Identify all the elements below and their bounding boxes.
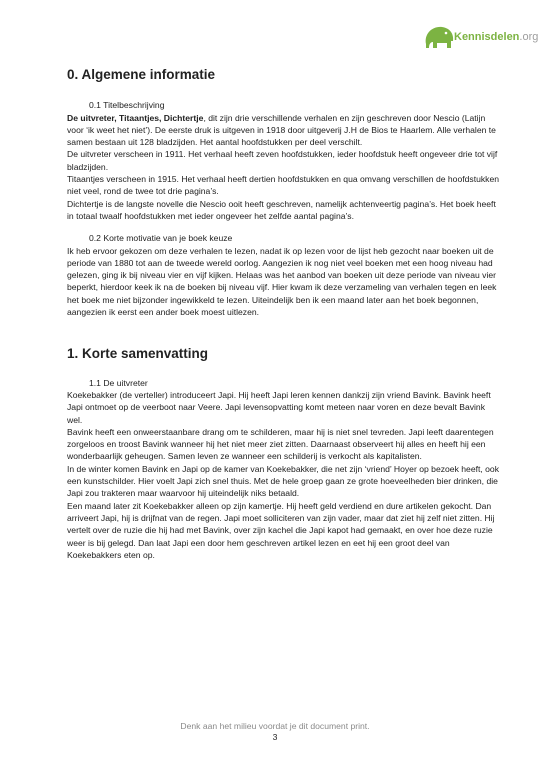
page-number: 3 [272,732,278,742]
paragraph-samenvatting-3: In de winter komen Bavink en Japi op de kamer van Koekebakker, die net zijn ‘vriend’ Hoyer op bezoek heeft, ook een kunstschilder. Hier voelt Japi zich snel thuis. Met de hele groep gaan ze grote hoeveelheden bier drinken, die Japi zou trakteren maar waarvoor hij uiteindelijk niks betaald. [67,463,500,499]
book-titles: De uitvreter, Titaantjes, Dichtertje [67,112,204,123]
site-logo [420,22,539,52]
heading-korte-samenvatting: 1. Korte samenvatting [67,346,209,362]
paragraph-samenvatting-4: Een maand later zit Koekebakker alleen op zijn kamertje. Hij heeft geld verdiend en dure artikelen gekocht. Dan arriveert Japi, hij is drijfnat van de regen. Japi moet solliciteren van zijn vader, maar dat ziet hij zelf niet zitten. Hij vertelt over de ruzie die hij had met Bavink, over zijn kachel die Japi kapot had gemaakt, en over hoe deze ruzie weer is bij gelegd. Dan laat Japi een door hem geschreven artikel lezen en eet hij een groot deel van Koekebakkers eten op. [67,500,495,560]
document-body [67,63,502,561]
footer-note: Denk aan het milieu voordat je dit document print. [180,721,370,731]
elephant-logo-icon [420,22,456,52]
paragraph-samenvatting-2: Bavink heeft een onweerstaanbare drang om te schilderen, maar hij is niet snel tevreden. Japi leeft daarentegen zorgeloos en troost Bavink wanneer hij het niet meer ziet zitten. Daarnaast observeert hij alles en heeft hij een wonderbaarlijk geheugen. Samen leven ze wanneer een schilderij is verkocht als kapitalisten. [67,426,494,462]
paragraph-samenvatting-1: Koekebakker (de verteller) introduceert Japi. Hij heeft Japi leren kennen dankzij zijn vriend Bavink. Bavink heeft Japi ontmoet op de veerboot naar Veere. Japi levensopvatting komt meteen naar voren en deze bevalt Bavink wel. [67,389,491,425]
logo-brand-text: Kennisdelen.org [454,31,539,43]
subheading-motivatie: 0.2 Korte motivatie van je boek keuze [89,233,233,244]
paragraph-titaantjes-info: Titaantjes verscheen in 1915. Het verhaal heeft dertien hoofdstukken en qua omvang verschillen de hoofdstukken niet veel, rond de twee tot drie pagina’s. [67,174,500,197]
paragraph-dichtertje-info: Dichtertje is de langste novelle die Nescio ooit heeft geschreven, namelijk achtenveertig pagina’s. Het boek heeft in totaal twaalf hoofdstukken met ieder ongeveer het zelfde aantal pagina’s. [67,198,496,221]
paragraph-motivatie: Ik heb ervoor gekozen om deze verhalen te lezen, nadat ik op lezen voor de lijst heb gezocht naar boeken uit de periode van 1880 tot aan de tweede wereld oorlog. Aangezien ik nog niet veel boeken met een hoog niveau had gelezen, ging ik bij niveau vier en vijf kijken. Helaas was het aanbod van boeken uit deze periode van niveau vier beperkt, hierdoor keek ik na de boeken bij niveau vijf. Hier kwam ik deze verzameling van verhalen tegen en leek het boek me niet bijzonder ingewikkeld te lezen. Uiteindelijk ben ik een maand later aan het boek begonnen, aangezien ik eerst een ander boek moest uitlezen. [67,245,497,318]
heading-algemene-informatie: 0. Algemene informatie [67,67,216,82]
subheading-titelbeschrijving: 0.1 Titelbeschrijving [89,100,165,111]
paragraph-titelbeschrijving: De uitvreter, Titaantjes, Dichtertje, dit zijn drie verschillende verhalen en zijn geschreven door Nescio (Latijn voor ‘ik weet het niet’). De eerste druk is uitgeven in 1918 door uitgeverij J.H de Bios te Haarlem. Alle verhalen te samen bestaan uit 128 bladzijden. Het aantal hoofdstukken per deel verschilt. [67,112,496,148]
subheading-de-uitvreter: 1.1 De uitvreter [89,377,148,388]
paragraph-uitvreter-info: De uitvreter verscheen in 1911. Het verhaal heeft zeven hoofdstukken, ieder hoofdstuk heeft ongeveer drie tot vijf bladzijden. [67,149,498,172]
